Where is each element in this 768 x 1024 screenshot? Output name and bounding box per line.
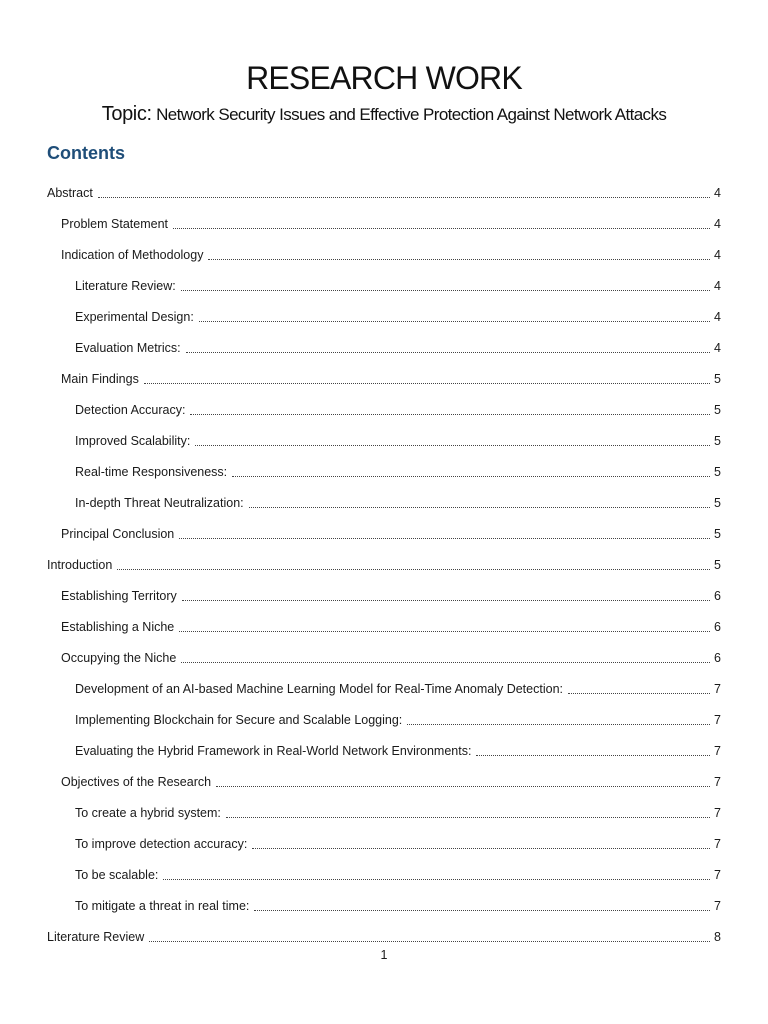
toc-entry-page: 8 <box>714 929 721 944</box>
toc-dot-leader <box>181 650 710 663</box>
toc-entry-page: 6 <box>714 650 721 665</box>
toc-entry-label: Real-time Responsiveness: <box>75 464 228 479</box>
toc-dot-leader <box>173 216 710 229</box>
toc-entry[interactable] <box>47 518 721 549</box>
toc-dot-leader <box>216 774 710 787</box>
toc-entry-label: In-depth Threat Neutralization: <box>75 495 244 510</box>
toc-dot-leader <box>149 929 710 942</box>
toc-dot-leader <box>182 588 710 601</box>
toc-dot-leader <box>232 464 710 477</box>
toc-entry[interactable] <box>47 611 721 642</box>
page-number: 1 <box>380 948 388 962</box>
toc-dot-leader <box>190 402 710 415</box>
toc-dot-leader <box>179 526 710 539</box>
toc-dot-leader <box>163 867 710 880</box>
toc-entry[interactable] <box>47 301 721 332</box>
toc-dot-leader <box>226 805 710 818</box>
toc-entry[interactable] <box>47 735 721 766</box>
toc-entry-label: Experimental Design: <box>75 309 194 324</box>
toc-dot-leader <box>186 340 710 353</box>
toc-entry[interactable] <box>47 208 721 239</box>
toc-entry[interactable] <box>47 239 721 270</box>
toc-entry-label: Evaluating the Hybrid Framework in Real-World Network Environments: <box>75 743 472 758</box>
toc-entry-label: Problem Statement <box>61 216 168 231</box>
document-topic <box>0 100 768 130</box>
toc-entry[interactable] <box>47 177 721 208</box>
toc-entry[interactable] <box>47 797 721 828</box>
contents-heading: Contents <box>47 143 125 163</box>
toc-dot-leader <box>181 278 710 291</box>
toc-entry-label: Indication of Methodology <box>61 247 204 262</box>
toc-dot-leader <box>195 433 710 446</box>
toc-entry[interactable] <box>47 549 721 580</box>
toc-entry-label: To be scalable: <box>75 867 159 882</box>
toc-dot-leader <box>254 898 710 911</box>
toc-entry-page: 4 <box>714 185 721 200</box>
toc-dot-leader <box>98 185 710 198</box>
toc-entry-page: 5 <box>714 464 721 479</box>
toc-entry-label: Literature Review: <box>75 278 176 293</box>
toc-entry-label: Evaluation Metrics: <box>75 340 181 355</box>
toc-entry[interactable] <box>47 394 721 425</box>
toc-entry-label: To mitigate a threat in real time: <box>75 898 250 913</box>
toc-entry-page: 7 <box>714 867 721 882</box>
toc-entry-label: Establishing a Niche <box>61 619 175 634</box>
toc-entry-label: To create a hybrid system: <box>75 805 221 820</box>
toc-entry[interactable] <box>47 270 721 301</box>
toc-entry[interactable] <box>47 673 721 704</box>
toc-entry[interactable] <box>47 642 721 673</box>
toc-entry-label: Literature Review <box>47 929 145 944</box>
document-title: RESEARCH WORK <box>246 60 522 96</box>
toc-entry-page: 7 <box>714 774 721 789</box>
toc-entry-page: 7 <box>714 681 721 696</box>
toc-entry-page: 5 <box>714 526 721 541</box>
toc-entry-label: Detection Accuracy: <box>75 402 186 417</box>
toc-entry-label: Development of an AI-based Machine Learning Model for Real-Time Anomaly Detection: <box>75 681 563 696</box>
toc-entry-label: Occupying the Niche <box>61 650 177 665</box>
toc-dot-leader <box>568 681 710 694</box>
toc-entry-label: Objectives of the Research <box>61 774 212 789</box>
toc-entry[interactable] <box>47 363 721 394</box>
toc-entry[interactable] <box>47 859 721 890</box>
toc-entry[interactable] <box>47 580 721 611</box>
toc-dot-leader <box>407 712 710 725</box>
toc-entry-page: 7 <box>714 836 721 851</box>
toc-dot-leader <box>117 557 710 570</box>
toc-entry-label: To improve detection accuracy: <box>75 836 248 851</box>
toc-entry-page: 5 <box>714 557 721 572</box>
toc-entry[interactable] <box>47 704 721 735</box>
toc-entry[interactable] <box>47 487 721 518</box>
toc-entry-page: 4 <box>714 247 721 262</box>
toc-entry[interactable] <box>47 828 721 859</box>
toc-entry-page: 4 <box>714 278 721 293</box>
toc-entry-page: 7 <box>714 712 721 727</box>
toc-entry-label: Abstract <box>47 185 93 200</box>
toc-entry-label: Main Findings <box>61 371 139 386</box>
toc-entry[interactable] <box>47 456 721 487</box>
toc-entry-label: Establishing Territory <box>61 588 177 603</box>
toc-entry-page: 7 <box>714 743 721 758</box>
toc-entry[interactable] <box>47 332 721 363</box>
toc-entry-page: 4 <box>714 309 721 324</box>
topic-text: Network Security Issues and Effective Protection Against Network Attacks <box>156 105 667 124</box>
toc-entry-page: 4 <box>714 216 721 231</box>
topic-label: Topic: <box>101 103 152 125</box>
toc-entry-page: 5 <box>714 371 721 386</box>
toc-dot-leader <box>179 619 710 632</box>
toc-entry-page: 5 <box>714 433 721 448</box>
toc-dot-leader <box>144 371 710 384</box>
toc-entry-label: Implementing Blockchain for Secure and Scalable Logging: <box>75 712 403 727</box>
toc-entry[interactable] <box>47 766 721 797</box>
toc-dot-leader <box>199 309 710 322</box>
table-of-contents <box>47 177 721 952</box>
toc-dot-leader <box>208 247 710 260</box>
toc-dot-leader <box>252 836 710 849</box>
toc-entry-page: 7 <box>714 805 721 820</box>
toc-entry-page: 6 <box>714 588 721 603</box>
toc-dot-leader <box>249 495 710 508</box>
toc-entry[interactable] <box>47 425 721 456</box>
toc-entry-page: 6 <box>714 619 721 634</box>
toc-entry[interactable] <box>47 890 721 921</box>
toc-entry-label: Improved Scalability: <box>75 433 191 448</box>
toc-entry-page: 4 <box>714 340 721 355</box>
toc-entry-page: 5 <box>714 495 721 510</box>
toc-entry-label: Principal Conclusion <box>61 526 175 541</box>
toc-entry-label: Introduction <box>47 557 113 572</box>
toc-dot-leader <box>476 743 710 756</box>
toc-entry-page: 7 <box>714 898 721 913</box>
toc-entry-page: 5 <box>714 402 721 417</box>
